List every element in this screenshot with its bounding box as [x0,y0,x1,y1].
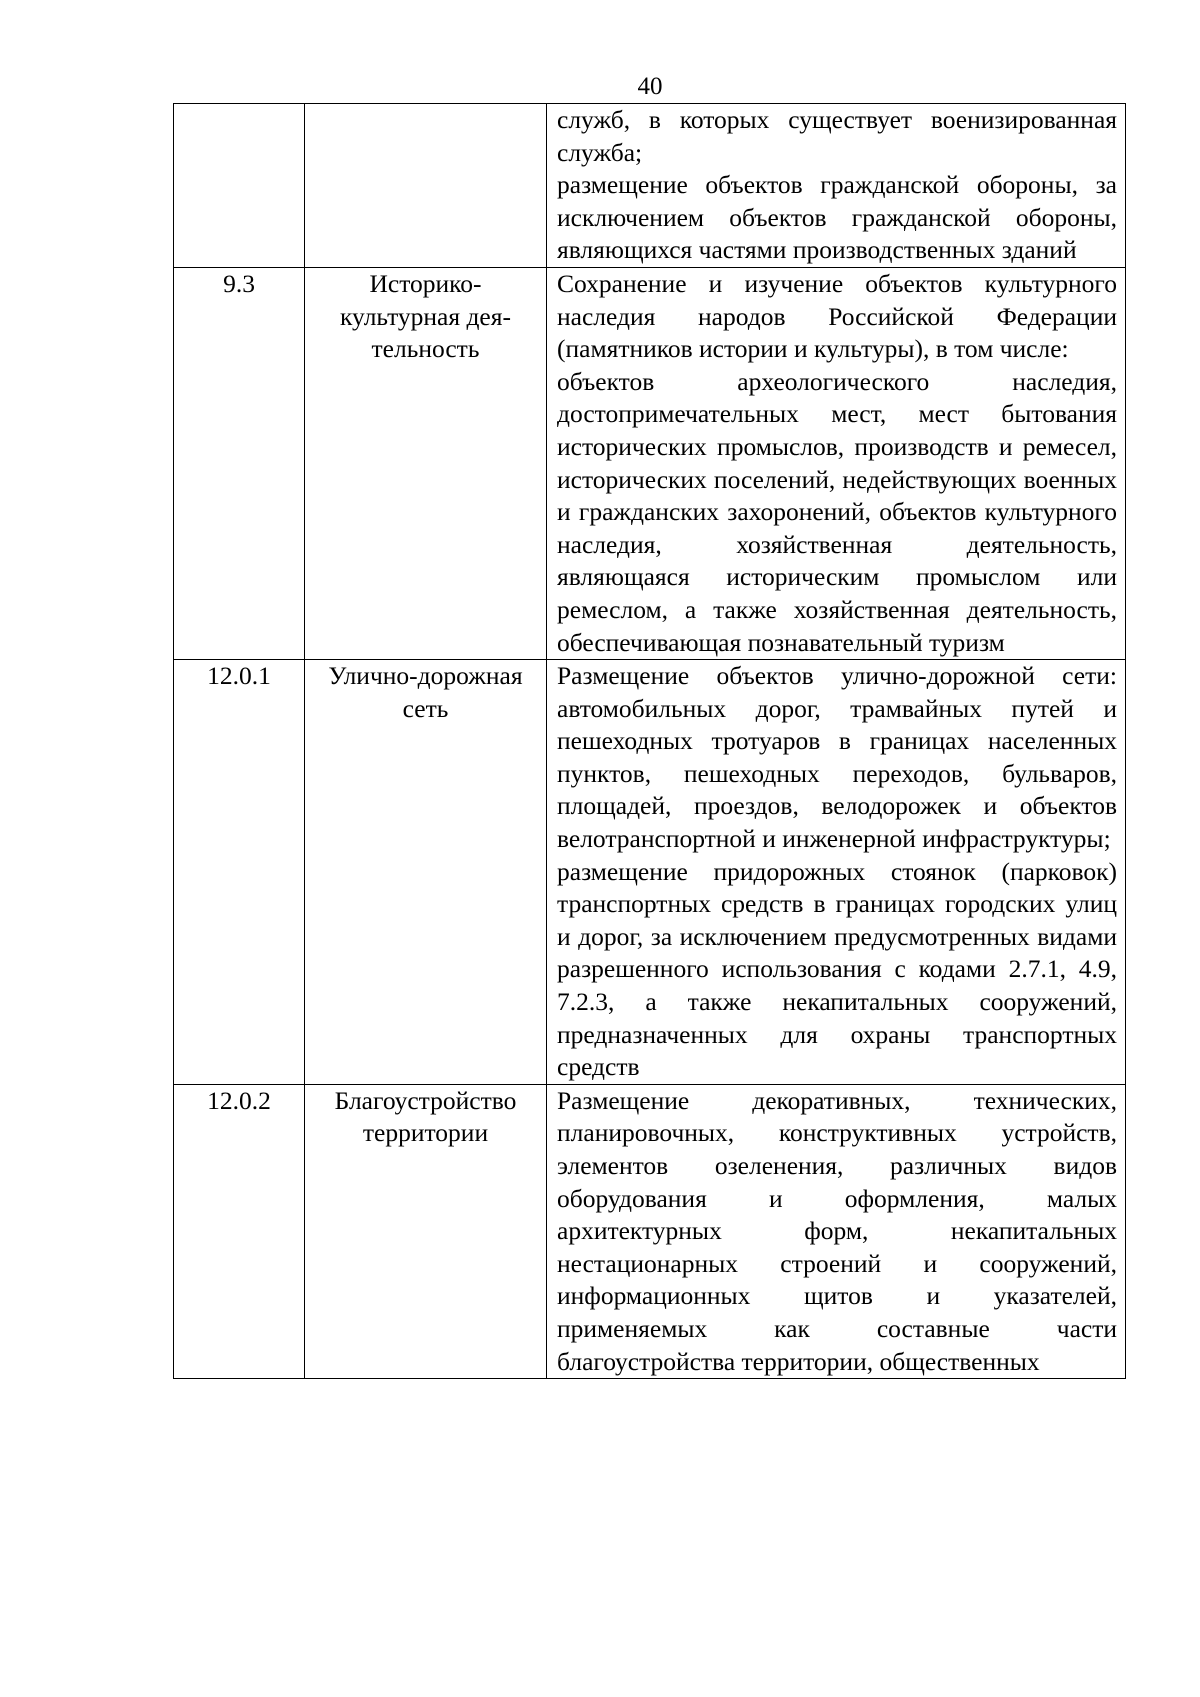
description-paragraph: Размещение объектов улично-дорожной сети: автомобильных дорог, трамвайных путей и пешеходных тротуаров в границах населенных пунктов, пешеходных переходов, бульваров, площадей, проездов, велодорожек и объектов велотранспортной и инженерной инфраструктуры; [557,661,1117,854]
table-row [174,660,1126,1085]
row-name: Благоустройство территории [305,1084,547,1378]
land-use-table [173,103,1126,1379]
description-paragraph: служб, в которых существует военизированная служба; [557,105,1117,167]
row-description [547,104,1126,268]
table-row [174,1084,1126,1378]
row-code: 9.3 [174,267,305,659]
row-name: Улично-дорожная сеть [305,660,547,1085]
row-name [305,104,547,268]
row-code [174,104,305,268]
row-description [547,1084,1126,1378]
row-name: Историко-культурная дея-тельность [305,267,547,659]
description-paragraph: объектов археологического наследия, достопримечательных мест, мест бытования исторических промыслов, производств и ремесел, исторических поселений, недействующих военных и гражданских захоронений, объектов культурного наследия, хозяйственная деятельность, являющаяся историческим промыслом или ремеслом, а также хозяйственная деятельность, обеспечивающая познавательный туризм [557,366,1117,657]
description-paragraph: Размещение декоративных, технических, планировочных, конструктивных устройств, элементов озеленения, различных видов оборудования и оформления, малых архитектурных форм, некапитальных нестационарных строений и сооружений, информационных щитов и указателей, применяемых как составные части благоустройства территории, общественных [557,1085,1117,1376]
row-code: 12.0.2 [174,1084,305,1378]
table-row [174,104,1126,268]
page-number: 40 [637,73,663,100]
row-code: 12.0.1 [174,660,305,1085]
description-paragraph: размещение объектов гражданской обороны, за исключением объектов гражданской обороны, являющихся частями производственных зданий [557,170,1117,265]
description-paragraph: размещение придорожных стоянок (парковок) транспортных средств в границах городских улиц и дорог, за исключением предусмотренных видами разрешенного использования с кодами 2.7.1, 4.9, 7.2.3, а также некапитальных сооружений, предназначенных для охраны транспортных средств [557,856,1117,1082]
row-description [547,267,1126,659]
row-description [547,660,1126,1085]
table-row [174,267,1126,659]
description-paragraph: Сохранение и изучение объектов культурного наследия народов Российской Федерации (памятников истории и культуры), в том числе: [557,268,1117,364]
